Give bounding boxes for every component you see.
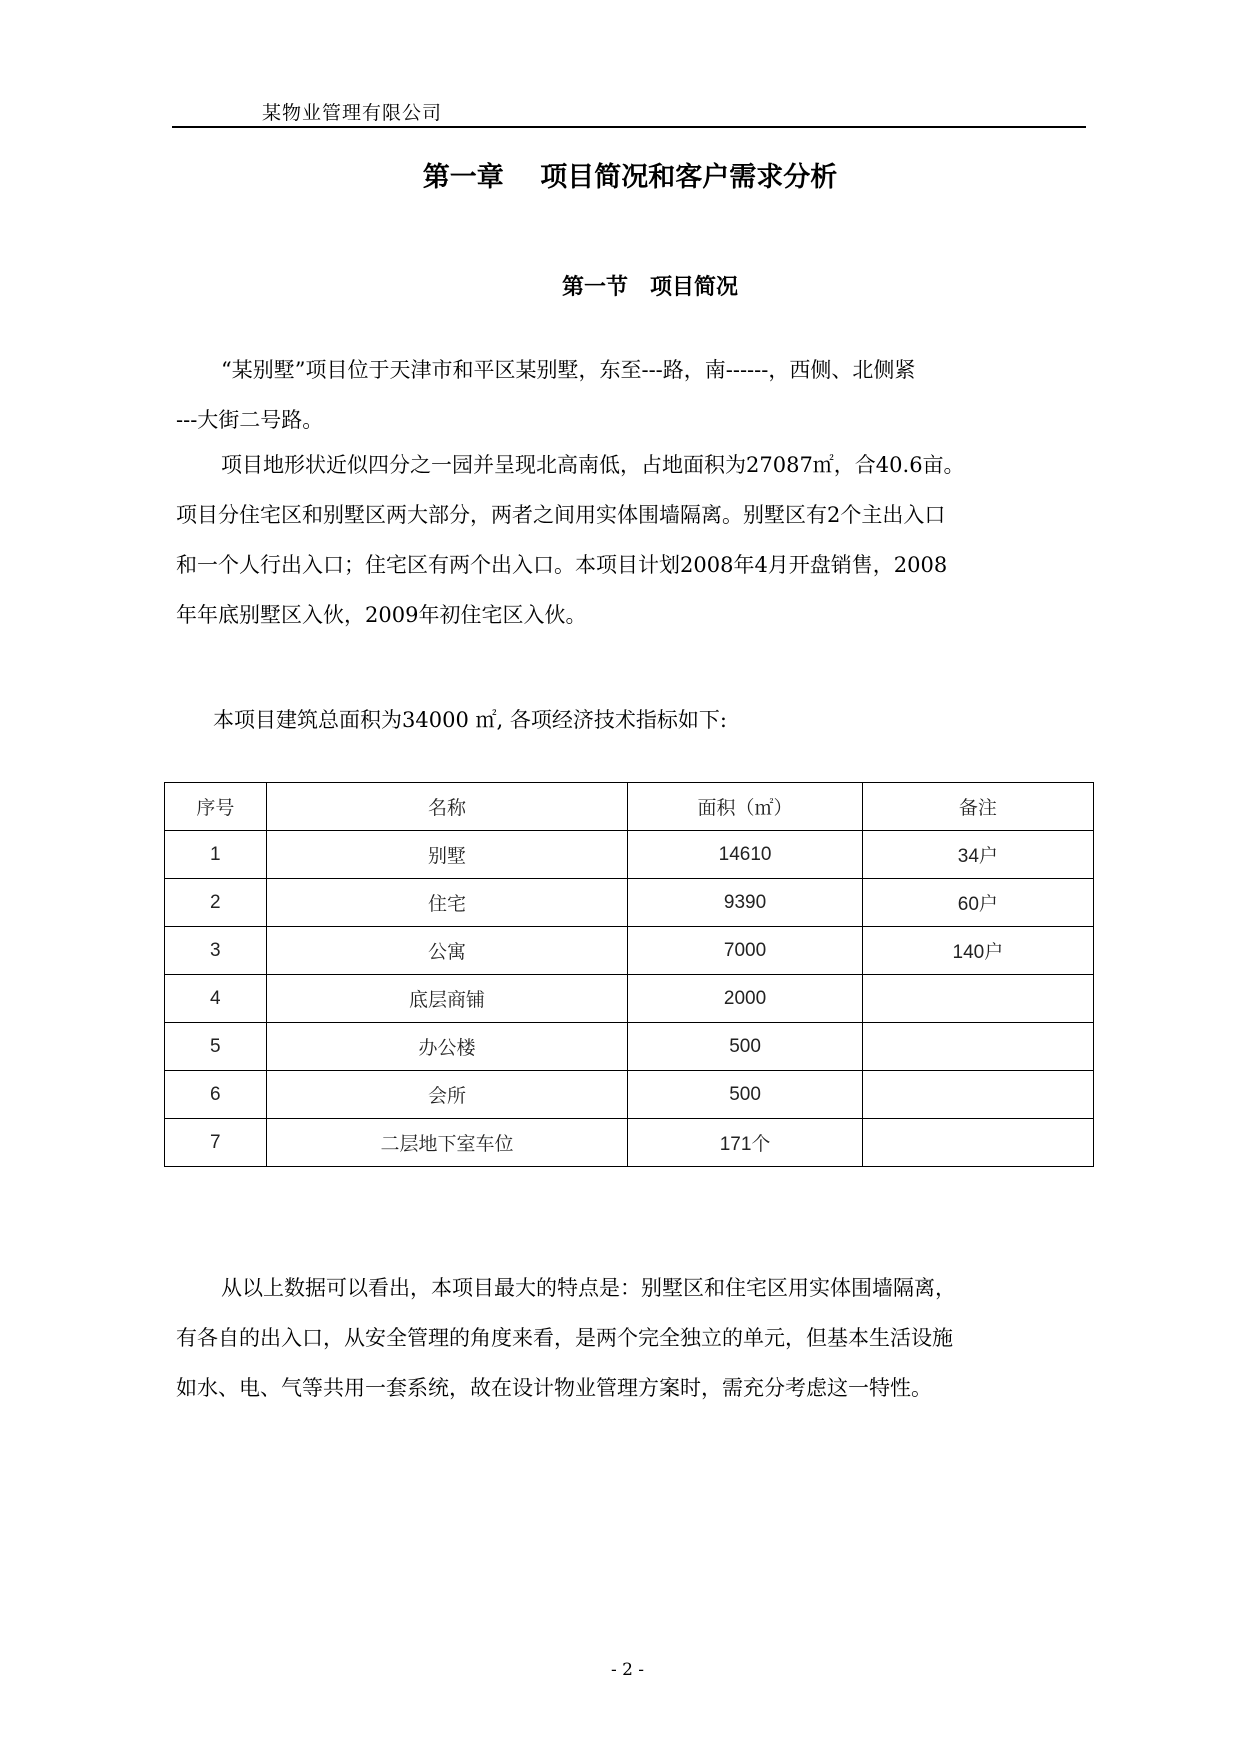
section-title: 第一节 项目简况 bbox=[561, 275, 738, 300]
table-row bbox=[165, 831, 1094, 879]
paragraph-line: 有各自的出入口，从安全管理的角度来看，是两个完全独立的单元，但基本生活设施 bbox=[176, 1326, 953, 1350]
cell-area: 171个 bbox=[628, 1119, 862, 1167]
paragraph-line: 如水、电、气等共用一套系统，故在设计物业管理方案时，需充分考虑这一特性。 bbox=[176, 1376, 932, 1400]
cell-remark: 140户 bbox=[862, 927, 1093, 975]
cell-remark bbox=[862, 975, 1093, 1023]
paragraph-terrain bbox=[176, 440, 1086, 640]
col-header-name: 名称 bbox=[266, 783, 628, 831]
table-row bbox=[165, 927, 1094, 975]
cell-name: 底层商铺 bbox=[266, 975, 628, 1023]
cell-area: 14610 bbox=[628, 831, 862, 879]
paragraph-line: 年年底别墅区入伙，2009年初住宅区入伙。 bbox=[176, 603, 587, 627]
table-header-row bbox=[165, 783, 1094, 831]
col-header-index: 序号 bbox=[165, 783, 267, 831]
header-company-name: 某物业管理有限公司 bbox=[262, 102, 443, 124]
cell-index: 6 bbox=[165, 1071, 267, 1119]
cell-area: 9390 bbox=[628, 879, 862, 927]
cell-name: 办公楼 bbox=[266, 1023, 628, 1071]
paragraph-line: 从以上数据可以看出，本项目最大的特点是：别墅区和住宅区用实体围墙隔离， bbox=[221, 1276, 956, 1300]
col-header-remark: 备注 bbox=[862, 783, 1093, 831]
cell-remark bbox=[862, 1023, 1093, 1071]
paragraph-area-intro bbox=[213, 695, 1123, 745]
paragraph-line: 和一个人行出入口；住宅区有两个出入口。本项目计划2008年4月开盘销售，2008 bbox=[176, 553, 948, 577]
paragraph-location bbox=[176, 345, 1086, 445]
page-number: - 2 - bbox=[610, 1660, 645, 1680]
chapter-title: 第一章 项目简况和客户需求分析 bbox=[422, 162, 838, 193]
cell-index: 1 bbox=[165, 831, 267, 879]
table-row bbox=[165, 879, 1094, 927]
cell-area: 500 bbox=[628, 1023, 862, 1071]
paragraph-line: 项目地形状近似四分之一园并呈现北高南低，占地面积为27087㎡，合40.6亩。 bbox=[221, 453, 965, 477]
cell-name: 会所 bbox=[266, 1071, 628, 1119]
cell-area: 7000 bbox=[628, 927, 862, 975]
cell-index: 5 bbox=[165, 1023, 267, 1071]
cell-area: 500 bbox=[628, 1071, 862, 1119]
table-row bbox=[165, 1119, 1094, 1167]
cell-index: 3 bbox=[165, 927, 267, 975]
cell-area: 2000 bbox=[628, 975, 862, 1023]
cell-index: 7 bbox=[165, 1119, 267, 1167]
table-row bbox=[165, 1071, 1094, 1119]
cell-name: 别墅 bbox=[266, 831, 628, 879]
cell-index: 2 bbox=[165, 879, 267, 927]
economic-indicators-table bbox=[164, 782, 1094, 1167]
paragraph-line: “某别墅”项目位于天津市和平区某别墅，东至---路，南------，西侧、北侧紧 bbox=[221, 358, 916, 382]
paragraph-line: 项目分住宅区和别墅区两大部分，两者之间用实体围墙隔离。别墅区有2个主出入口 bbox=[176, 503, 946, 527]
cell-name: 住宅 bbox=[266, 879, 628, 927]
table-row bbox=[165, 975, 1094, 1023]
paragraph-conclusion bbox=[176, 1263, 1086, 1413]
cell-name: 公寓 bbox=[266, 927, 628, 975]
cell-remark bbox=[862, 1071, 1093, 1119]
cell-index: 4 bbox=[165, 975, 267, 1023]
cell-remark bbox=[862, 1119, 1093, 1167]
cell-name: 二层地下室车位 bbox=[266, 1119, 628, 1167]
table-row bbox=[165, 1023, 1094, 1071]
paragraph-line: 本项目建筑总面积为34000 ㎡, 各项经济技术指标如下: bbox=[213, 708, 727, 732]
cell-remark: 60户 bbox=[862, 879, 1093, 927]
col-header-area: 面积（㎡） bbox=[628, 783, 862, 831]
cell-remark: 34户 bbox=[862, 831, 1093, 879]
paragraph-line: ---大街二号路。 bbox=[176, 408, 324, 432]
header-divider bbox=[172, 126, 1086, 128]
